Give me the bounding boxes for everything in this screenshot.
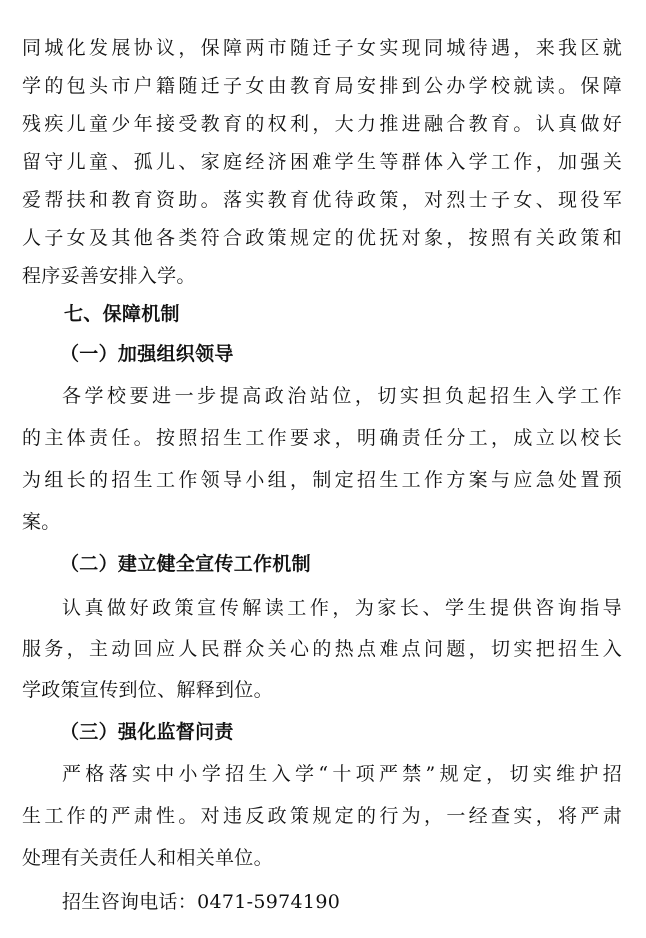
paragraph-line: 同城化发展协议，保障两市随迁子女实现同城待遇，来我区就	[22, 37, 622, 59]
paragraph-line: 为组长的招生工作领导小组，制定招生工作方案与应急处置预	[22, 469, 622, 491]
subsection-heading: （三）强化监督问责	[60, 721, 234, 743]
paragraph-line: 学的包头市户籍随迁子女由教育局安排到公办学校就读。保障	[22, 75, 622, 97]
paragraph-line: 案。	[22, 511, 61, 533]
paragraph-line: 服务，主动回应人民群众关心的热点难点问题，切实把招生入	[22, 638, 622, 660]
section-heading: 七、保障机制	[64, 303, 180, 325]
paragraph-line: 各学校要进一步提高政治站位，切实担负起招生入学工作	[62, 385, 622, 407]
paragraph-line: 爱帮扶和教育资助。落实教育优待政策，对烈士子女、现役军	[22, 189, 622, 211]
subsection-heading: （二）建立健全宣传工作机制	[60, 553, 311, 575]
paragraph-line: 的主体责任。按照招生工作要求，明确责任分工，成立以校长	[22, 427, 622, 449]
paragraph-line: 认真做好政策宣传解读工作，为家长、学生提供咨询指导	[62, 597, 622, 619]
paragraph-line: 程序妥善安排入学。	[22, 265, 196, 287]
paragraph-line: 残疾儿童少年接受教育的权利，大力推进融合教育。认真做好	[22, 113, 622, 135]
paragraph-line: 处理有关责任人和相关单位。	[22, 847, 273, 869]
paragraph-line: 严格落实中小学招生入学“十项严禁”规定，切实维护招	[62, 763, 622, 785]
paragraph-line: 学政策宣传到位、解释到位。	[22, 679, 273, 701]
paragraph-line: 留守儿童、孤儿、家庭经济困难学生等群体入学工作，加强关	[22, 151, 622, 173]
paragraph-line: 生工作的严肃性。对违反政策规定的行为，一经查实，将严肃	[22, 805, 622, 827]
subsection-heading: （一）加强组织领导	[60, 343, 234, 365]
contact-phone: 招生咨询电话：0471-5974190	[62, 891, 341, 913]
paragraph-line: 人子女及其他各类符合政策规定的优抚对象，按照有关政策和	[22, 227, 622, 249]
